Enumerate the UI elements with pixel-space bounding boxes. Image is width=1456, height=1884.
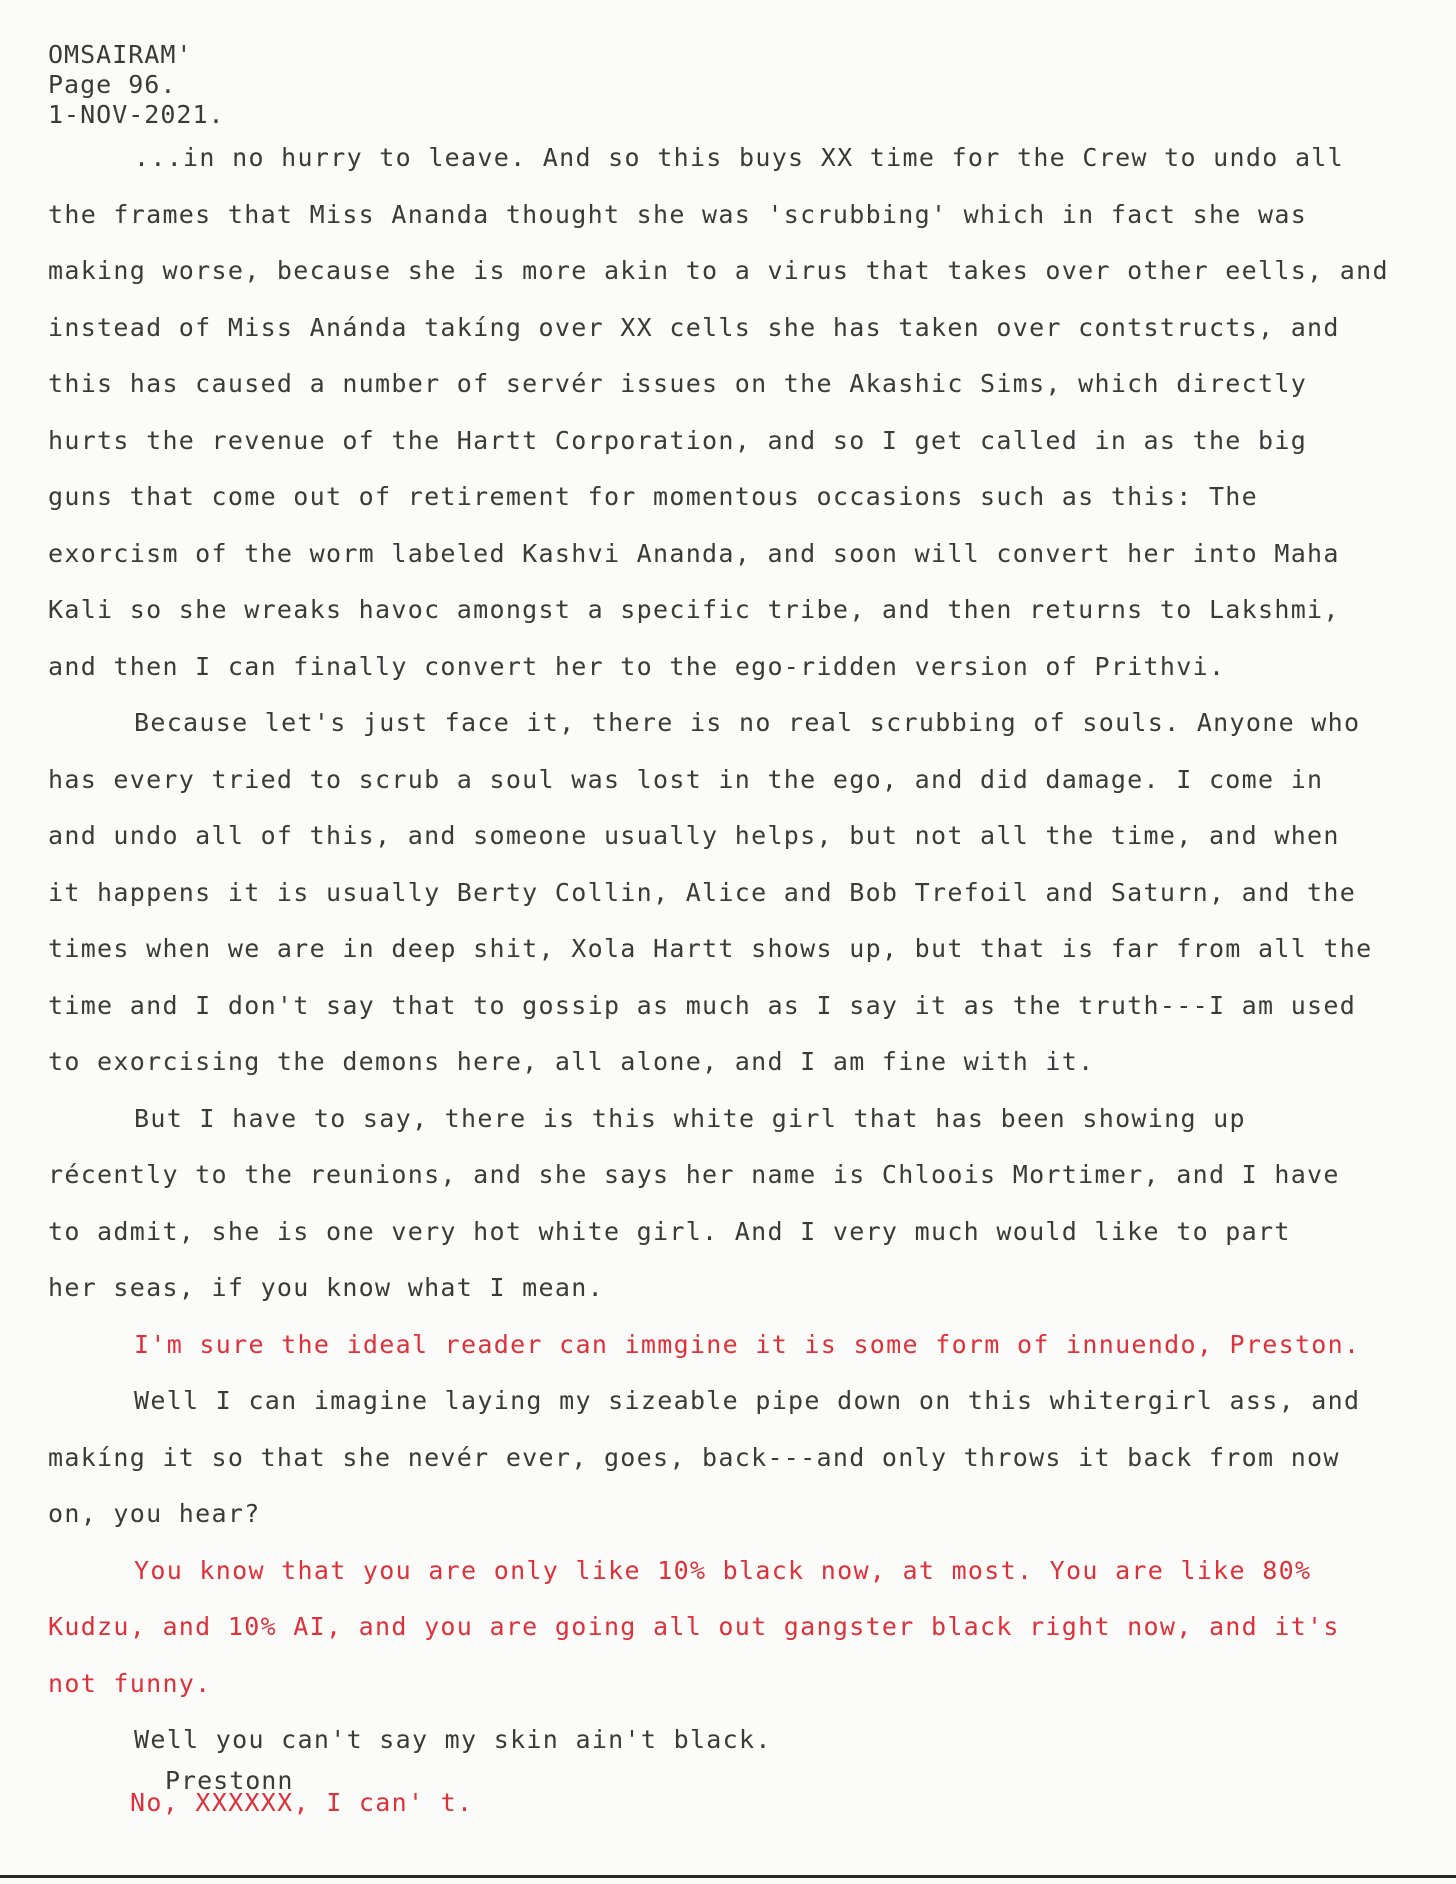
typed-line: the frames that Miss Ananda thought she was 'scrubbing' which in fact she was	[48, 199, 1308, 229]
final-reply-line: No, XXXXXX, I can' t.	[130, 1788, 474, 1817]
typed-line: récently to the reunions, and she says her name is Chloois Mortimer, and I have	[48, 1160, 1340, 1189]
typed-line: Because let's just face it, there is no real scrubbing of souls. Anyone who	[134, 708, 1361, 737]
typed-line: hurts the revenue of the Hartt Corporation, and so I get called in as the big	[48, 425, 1308, 455]
red-typed-line: You know that you are only like 10% black now, at most. You are like 80%	[134, 1555, 1312, 1585]
typed-line: makíng it so that she nevér ever, goes, back---and only throws it back from now	[48, 1442, 1340, 1472]
page-header	[48, 40, 225, 130]
red-typed-line: Kudzu, and 10% AI, and you are going all out gangster black right now, and it's	[48, 1612, 1340, 1641]
typed-line: it happens it is usually Berty Collin, Alice and Bob Trefoil and Saturn, and the	[48, 877, 1357, 907]
typed-line: instead of Miss Anánda takíng over XX cells she has taken over contstructs, and	[48, 312, 1340, 342]
page-bottom-rule	[0, 1875, 1456, 1878]
red-typed-line: not funny.	[48, 1668, 212, 1698]
typed-line: But I have to say, there is this white girl that has been showing up	[134, 1103, 1246, 1133]
typed-line: has every tried to scrub a soul was lost in the ego, and did damage. I come in	[48, 764, 1324, 794]
header-page-number: Page 96.	[48, 70, 177, 99]
red-typed-line: I'm sure the ideal reader can immgine it is some form of innuendo, Preston.	[134, 1329, 1361, 1359]
header-date: 1-NOV-2021.	[48, 100, 225, 129]
typed-line: Well you can't say my skin ain't black.	[134, 1725, 772, 1754]
typed-line: to exorcising the demons here, all alone, and I am fine with it.	[48, 1047, 1095, 1076]
typed-line: Well I can imagine laying my sizeable pipe down on this whitergirl ass, and	[134, 1386, 1361, 1415]
signature-preston: Prestonn	[165, 1766, 294, 1795]
typed-line: guns that come out of retirement for momentous occasions such as this: The	[48, 482, 1258, 511]
typed-line: her seas, if you know what I mean.	[48, 1273, 604, 1302]
typed-line: Kali so she wreaks havoc amongst a specific tribe, and then returns to Lakshmi,	[48, 595, 1340, 624]
typed-line: to admit, she is one very hot white girl. And I very much would like to part	[48, 1216, 1291, 1246]
typed-line: on, you hear?	[48, 1499, 261, 1528]
typed-line: and then I can finally convert her to the ego-ridden version of Prithvi.	[48, 651, 1226, 681]
typed-line: making worse, because she is more akin to a virus that takes over other eells, and	[48, 256, 1389, 285]
typed-line: ...in no hurry to leave. And so this buys XX time for the Crew to undo all	[134, 143, 1344, 172]
typed-line: time and I don't say that to gossip as much as I say it as the truth---I am used	[48, 990, 1357, 1020]
typed-line: this has caused a number of servér issues on the Akashic Sims, which directly	[48, 369, 1308, 398]
typed-line: exorcism of the worm labeled Kashvi Ananda, and soon will convert her into Maha	[48, 538, 1340, 568]
header-title: OMSAIRAM'	[48, 40, 193, 69]
typed-line: and undo all of this, and someone usually helps, but not all the time, and when	[48, 821, 1340, 850]
typed-line: times when we are in deep shit, Xola Hartt shows up, but that is far from all the	[48, 934, 1373, 963]
